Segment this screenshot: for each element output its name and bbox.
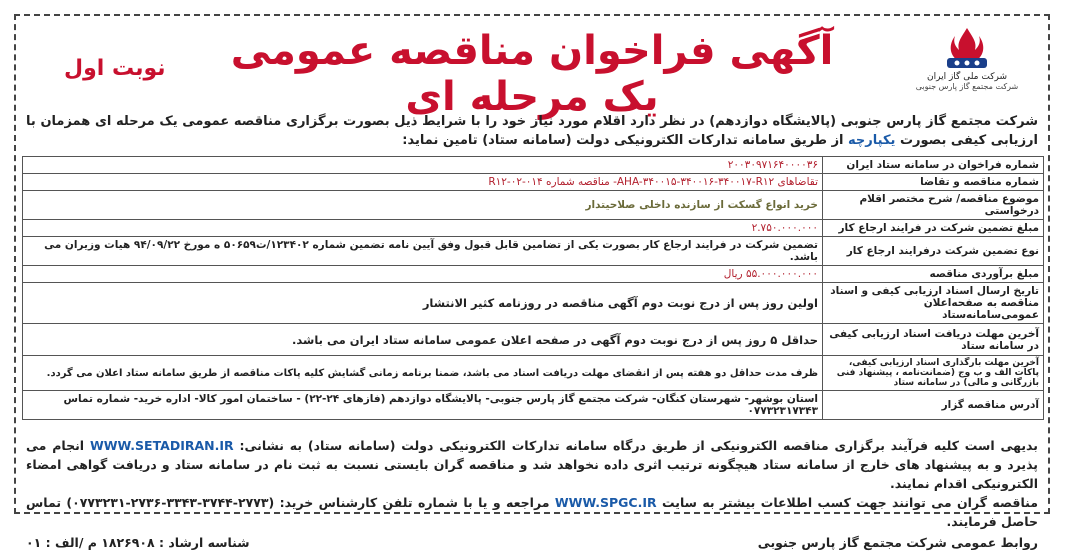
footer-line1-text-b: انجام می پذیرد و به پیشنهاد های خارج از سامانه ستاد هیچگونه ترتیب اثری داده نخواهد شد و مناقصه گران بایستی نسبت به ثبت نام در سامانه ستاد و دریافت گواهی امضاء الکترونیکی اقدام نمایند. — [26, 438, 1038, 491]
tender-info-table — [22, 156, 1044, 420]
row-value: ۲.۷۵۰.۰۰۰.۰۰۰ — [23, 220, 823, 237]
row-label: مبلغ برآوردی مناقصه — [823, 266, 1044, 283]
table-row — [23, 237, 1044, 266]
row-label: شماره مناقصه و تقاضا — [823, 174, 1044, 191]
row-value: ۵۵.۰۰۰.۰۰۰.۰۰۰ ریال — [23, 266, 823, 283]
footer-notes — [26, 436, 1038, 552]
table-row — [23, 191, 1044, 220]
company-logo — [902, 24, 1032, 91]
spgc-link[interactable]: WWW.SPGC.IR — [554, 495, 657, 510]
row-value: ۲۰۰۳۰۹۷۱۶۴۰۰۰۰۳۶ — [23, 157, 823, 174]
footer-line1-text: بدیهی است کلیه فرآیند برگزاری مناقصه الکترونیکی از طریق درگاه سامانه تدارکات الکترونیکی دولت (سامانه ستاد) به نشانی: — [239, 438, 1038, 453]
table-row — [23, 391, 1044, 420]
round-label: نوبت اول — [64, 56, 166, 81]
announcement-frame — [14, 14, 1050, 550]
row-label: شماره فراخوان در سامانه ستاد ایران — [823, 157, 1044, 174]
row-label: تاریخ ارسال اسناد ارزیابی کیفی و اسناد مناقصه به صفحه‌اعلان عمومی‌سامانه‌ستاد — [823, 283, 1044, 324]
row-value: استان بوشهر- شهرستان کنگان- شرکت مجتمع گاز پارس جنوبی- پالایشگاه دوازدهم (فازهای ۲۴-۲۲) - ساختمان امور کالا- اداره خرید- شماره تماس ۰۷۷۳۲۳۱۷۳۴۳ — [23, 391, 823, 420]
page-title: آگهی فراخوان مناقصه عمومی یک مرحله ای — [230, 28, 834, 120]
row-value: تضمین شرکت در فرایند ارجاع کار بصورت یکی از تضامین قابل قبول وفق آیین نامه تضمین شماره ۱۲۳۴۰۲/ت۵۰۶۵۹ ه مورخ ۹۴/۰۹/۲۲ هیات وزیران می باشد. — [23, 237, 823, 266]
row-label: مبلغ تضمین شرکت در فرایند ارجاع کار — [823, 220, 1044, 237]
intro-part2: یکپارچه — [848, 133, 896, 148]
table-row — [23, 174, 1044, 191]
intro-paragraph — [26, 112, 1038, 150]
setad-link[interactable]: WWW.SETADIRAN.IR — [89, 438, 234, 453]
row-value: ظرف مدت حداقل دو هفته پس از انقضای مهلت دریافت اسناد می باشد، ضمنا برنامه زمانی گشایش کلیه پاکات مناقصه از طریق سامانه ستاد اعلان می گردد. — [23, 356, 823, 391]
table-row — [23, 157, 1044, 174]
row-value: تقاضاهای AHA-۳۴۰۰۱۵-۳۴۰۰۱۶-۳۴۰۰۱۷-R۱۲- مناقصه شماره R۱۲-۰۲-۰۱۴ — [23, 174, 823, 191]
ershad-id: شناسه ارشاد : ۱۸۲۶۹۰۸ م /الف : ۰۱ — [26, 535, 250, 550]
signature: روابط عمومی شرکت مجتمع گاز پارس جنوبی — [757, 535, 1038, 550]
row-label: آخرین مهلت دریافت اسناد ارزیابی کیفی در سامانه ستاد — [823, 324, 1044, 356]
row-value: خرید انواع گسکت از سازنده داخلی صلاحیتدار — [23, 191, 823, 220]
header — [16, 16, 1048, 120]
logo-line2: شرکت مجتمع گاز پارس جنوبی — [915, 82, 1019, 91]
flame-logo-icon — [937, 24, 997, 70]
footer-line2 — [26, 493, 1038, 531]
table-row — [23, 220, 1044, 237]
footer-line1 — [26, 436, 1038, 493]
table-row — [23, 356, 1044, 391]
row-label: آخرین مهلت بارگذاری اسناد ارزیابی کیفی، پاکات الف و ب وج (ضمانت‌نامه ، پیشنهاد فنی بازرگانی و مالی) در سامانه ستاد — [823, 356, 1044, 391]
row-value: اولین روز پس از درج نوبت دوم آگهی مناقصه در روزنامه کثیر الانتشار — [23, 283, 823, 324]
signature-row — [26, 533, 1038, 552]
row-label: موضوع مناقصه/ شرح مختصر اقلام درخواستی — [823, 191, 1044, 220]
row-label: نوع تضمین شرکت درفرایند ارجاع کار — [823, 237, 1044, 266]
logo-line1: شرکت ملی گاز ایران — [927, 72, 1007, 82]
intro-part1: شرکت مجتمع گاز پارس جنوبی (پالایشگاه دوازدهم) در نظر دارد اقلام مورد نیاز خود را با شرایط ذیل بصورت برگزاری مناقصه عمومی یک مرحله ای همزمان با ارزیابی کیفی بصورت — [26, 114, 1038, 148]
table-row — [23, 283, 1044, 324]
intro-part3: از طریق سامانه تدارکات الکترونیکی دولت (سامانه ستاد) تامین نماید: — [402, 133, 844, 148]
footer-line2-text-b: مراجعه و یا با شماره تلفن کارشناس خرید: (۲۷۷۳-۳۷۴۴-۳۳۴۳-۲۷۳۶-۰۷۷۳۲۳۱) تماس حاصل فرمایند. — [26, 495, 1038, 529]
footer-line2-text: مناقصه گران می توانند جهت کسب اطلاعات بیشتر به سایت — [662, 495, 1039, 510]
table-row — [23, 324, 1044, 356]
row-value: حداقل ۵ روز پس از درج نوبت دوم آگهی در صفحه اعلان عمومی سامانه ستاد ایران می باشد. — [23, 324, 823, 356]
table-row — [23, 266, 1044, 283]
row-label: آدرس مناقصه گزار — [823, 391, 1044, 420]
